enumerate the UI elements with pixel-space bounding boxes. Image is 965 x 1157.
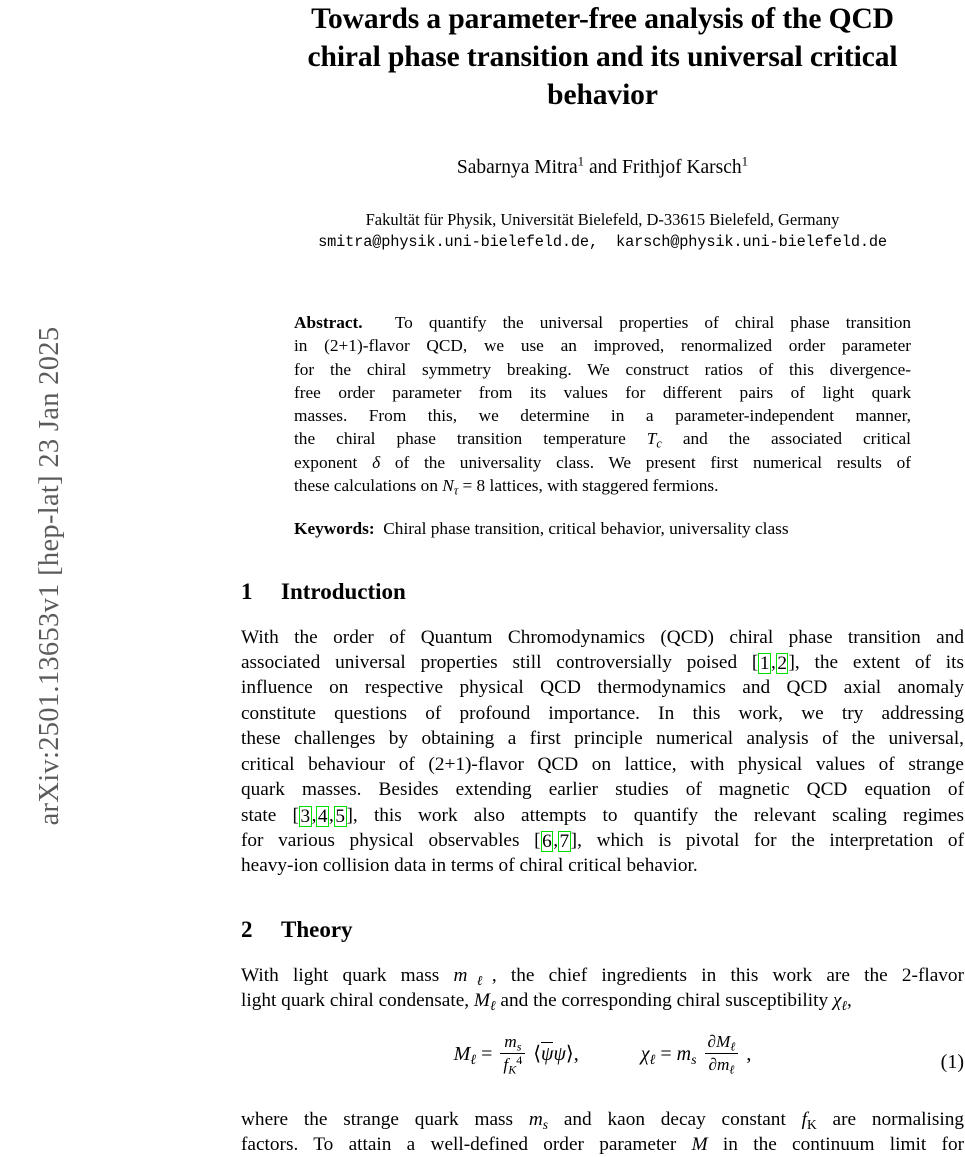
theory-paragraph-2 (241, 1107, 964, 1157)
abstract-line: masses. From this, we determine in a parameter-independent manner, (294, 406, 911, 426)
body-line: heavy-ion collision data in terms of chiral critical behavior. (241, 855, 698, 877)
abstract-text (294, 311, 911, 497)
eq-rhs-ms: $m_s$ (676, 1042, 697, 1068)
eq-psi: ψ (553, 1042, 566, 1065)
equation-number: (1) (940, 1050, 964, 1073)
section-title-1: Introduction (281, 578, 406, 604)
body-line: quark masses. Besides extending earlier studies of magnetic QCD equation of (241, 779, 964, 801)
body-line: influence on respective physical QCD thermodynamics and QCD axial anomaly (241, 677, 964, 699)
eq-psi-bar: ψ (541, 1042, 554, 1065)
eq-frac-numerator: $m_s$ (500, 1032, 525, 1054)
equation-body (241, 1031, 964, 1077)
section-title-2: Theory (281, 916, 353, 942)
body-line (241, 803, 964, 828)
page-title-line-1: Towards a parameter-free analysis of the QCD (311, 3, 894, 35)
math-Ntau: $N_\tau$ (442, 476, 459, 498)
citation-link-4[interactable]: 4 (317, 805, 328, 827)
page-title-line-3: behavior (547, 79, 658, 111)
math-M: M (691, 1133, 708, 1155)
eq-rhs-equals: = (660, 1042, 672, 1065)
citation-link-2[interactable]: 2 (777, 653, 787, 675)
author-affiliation-mark-1: 1 (577, 154, 585, 169)
author-name-2: Frithjof Karsch (621, 157, 742, 178)
body-text-frag: With light quark mass (241, 964, 454, 986)
abstract-text-frag: these calculations on (294, 476, 443, 496)
citation-separator: , (329, 804, 334, 826)
citation-link-3[interactable]: 3 (300, 805, 311, 827)
display-equation-1 (241, 1031, 964, 1090)
section-number-2: 2 (241, 916, 253, 942)
citation-link-1[interactable]: 1 (759, 653, 770, 675)
citation-link-5[interactable]: 5 (335, 805, 346, 827)
abstract-block (294, 311, 911, 541)
body-text-frag: in the continuum limit for (707, 1133, 964, 1155)
body-text-frag: , (847, 990, 852, 1012)
body-line (241, 1107, 964, 1132)
author-emails (241, 231, 964, 253)
arxiv-stamp-text: arXiv:2501.13653v1 [hep-lat] 23 Jan 2025 (34, 326, 65, 826)
author-name-1: Sabarnya Mitra (456, 157, 578, 178)
abstract-text-frag: lattices, with staggered fermions. (485, 476, 719, 496)
section-heading-theory (241, 917, 964, 943)
abstract-line (294, 451, 911, 474)
body-line: constitute questions of profound importance. In this work, we try addressing (241, 702, 964, 724)
page-title-line-2: chiral phase transition and its universal critical (307, 41, 898, 73)
author-list (241, 156, 964, 180)
author-conjunction: and (584, 157, 622, 178)
abstract-label: Abstract. (294, 313, 363, 332)
eq-frac-denominator: $f_K^4$ (503, 1052, 523, 1077)
eq-equals: = (481, 1042, 493, 1065)
body-text-frag: associated universal properties still controversially poised [ (241, 652, 759, 674)
section-number-1: 1 (241, 578, 253, 604)
abstract-text-frag: and the associated critical (661, 429, 911, 449)
abstract-line: free order parameter from its values for different pairs of light quark (294, 382, 911, 402)
citation-link-6[interactable]: 6 (542, 830, 552, 852)
body-text-frag: ], which is pivotal for the interpretation of (570, 829, 964, 851)
eq-fraction-dM-dm (705, 1032, 739, 1075)
body-text-frag: and kaon decay constant (548, 1108, 802, 1130)
section-heading-introduction (241, 579, 964, 605)
body-line: these challenges by obtaining a first principle numerical analysis of the universal, (241, 728, 964, 750)
email-link-2[interactable]: karsch@physik.uni-bielefeld.de (616, 233, 887, 251)
keywords-text: Chiral phase transition, critical behavior, universality class (383, 519, 789, 539)
math-delta: δ (372, 452, 381, 472)
eq-frac2-numerator: $\partial M_\ell$ (705, 1032, 739, 1054)
body-text-frag: where the strange quark mass (241, 1108, 529, 1130)
keywords-label: Keywords: (294, 519, 375, 539)
eq-comma: , (573, 1042, 579, 1065)
abstract-line (294, 474, 911, 497)
body-line: With the order of Quantum Chromodynamics (QCD) chiral phase transition and (241, 626, 964, 648)
arxiv-stamp (0, 0, 65, 1144)
math-Tc: $T_c$ (646, 429, 662, 451)
eq-bracket-close: ⟩ (565, 1042, 574, 1065)
body-line (241, 650, 964, 675)
citation-separator: , (311, 804, 317, 826)
body-line (241, 988, 964, 1013)
affiliation-block (241, 209, 964, 253)
math-chi-ell: $\chi_\ell$ (832, 990, 848, 1013)
email-link-1[interactable]: smitra@physik.uni-bielefeld.de, (318, 233, 598, 251)
body-line (241, 828, 964, 853)
body-text-frag: are normalising (816, 1108, 964, 1130)
body-line: critical behaviour of (2+1)-flavor QCD on lattice, with physical values of strange (241, 753, 964, 775)
theory-paragraph-1 (241, 963, 964, 1014)
abstract-text-frag: the chiral phase transition temperature (294, 429, 647, 449)
body-text-frag: ], this work also attempts to quantify the relevant scaling regimes (346, 804, 964, 826)
math-f-K: $f_K$ (801, 1108, 817, 1132)
author-affiliation-mark-2: 1 (741, 154, 749, 169)
document-page (241, 0, 964, 1155)
eq-fraction-ms-fK4 (500, 1032, 525, 1075)
math-m-ell: $m_\ell$ (453, 964, 492, 988)
math-M-ell: $M_\ell$ (473, 990, 496, 1013)
abstract-text-frag: exponent (294, 452, 373, 472)
body-text-frag: light quark chiral condensate, (241, 990, 474, 1012)
math-Ntau-value: = 8 (458, 476, 486, 496)
abstract-line: in (2+1)-flavor QCD, we use an improved, renormalized order parameter (294, 336, 911, 356)
abstract-text-frag: of the universality class. We present first numerical results of (380, 452, 912, 472)
eq-bracket-open: ⟨ (533, 1042, 542, 1065)
eq-frac2-denominator: $\partial m_\ell$ (708, 1054, 735, 1077)
eq-rhs-chi: $\chi_\ell$ (640, 1042, 656, 1068)
body-text-frag: , the chief ingredients in this work are the 2-flavor (491, 964, 964, 986)
abstract-line: for the chiral symmetry breaking. We construct ratios of this divergence- (294, 359, 911, 379)
abstract-line (294, 311, 911, 334)
page-title (241, 0, 964, 114)
citation-separator: , (771, 652, 776, 674)
body-text-frag: factors. To attain a well-defined order parameter (241, 1133, 692, 1155)
body-text-frag: for various physical observables [ (241, 829, 541, 851)
body-line (241, 1132, 964, 1157)
body-text-frag: ], the extent of its (788, 652, 964, 674)
affiliation-institution: Fakultät für Physik, Universität Bielefeld, D-33615 Bielefeld, Germany (365, 210, 840, 229)
abstract-line (294, 427, 911, 450)
citation-link-7[interactable]: 7 (559, 830, 570, 852)
eq-rhs-comma: , (746, 1042, 752, 1065)
body-text-frag: and the corresponding chiral susceptibility (495, 990, 833, 1012)
body-text-frag: state [ (241, 804, 299, 826)
introduction-paragraph (241, 625, 964, 879)
eq-lhs-M: $M_\ell$ (453, 1042, 477, 1068)
body-line (241, 963, 964, 988)
keywords-line (294, 517, 911, 540)
abstract-line-1: To quantify the universal properties of chiral phase transition (394, 313, 911, 332)
math-m-s: $m_s$ (528, 1108, 549, 1132)
citation-separator: , (553, 829, 559, 851)
